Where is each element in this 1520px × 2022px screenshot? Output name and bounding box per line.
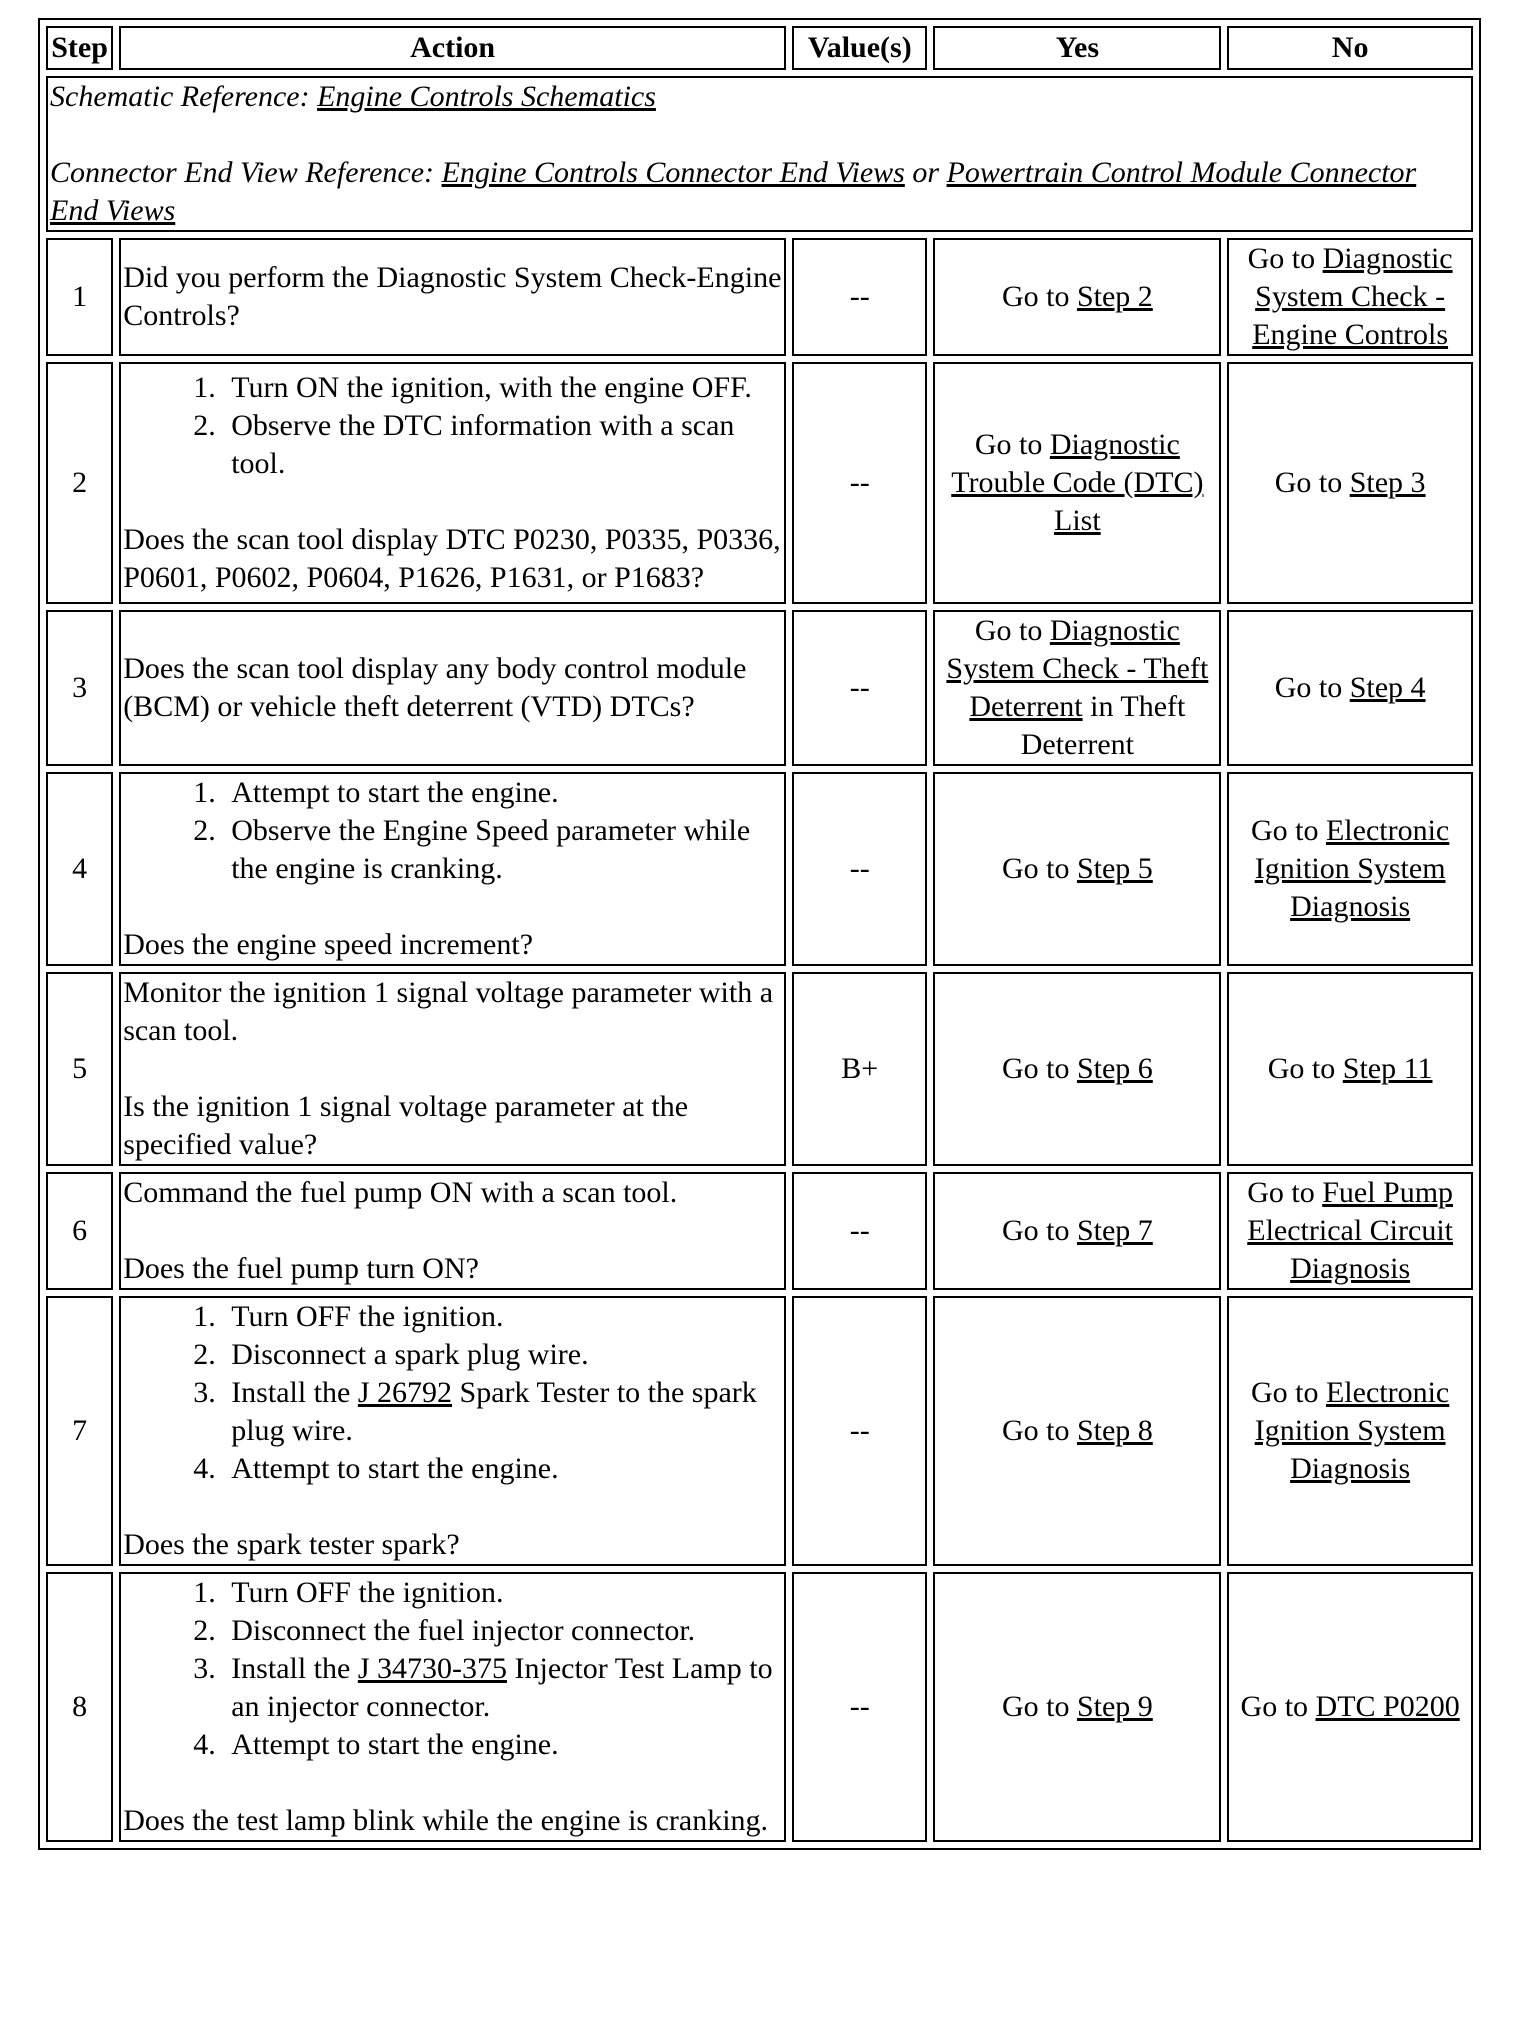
list-item: 2. Observe the Engine Speed parameter while the engine is cranking. [223,812,782,888]
engine-controls-connector-views-link[interactable]: Engine Controls Connector End Views [441,156,905,189]
step-number: 1 [46,238,113,356]
go-to-text: Go to [1274,671,1343,704]
list-item: 2. Disconnect a spark plug wire. [223,1336,782,1374]
yes-link[interactable]: Step 8 [1076,1414,1153,1447]
no-link[interactable]: DTC P0200 [1315,1690,1460,1723]
header-step: Step [46,26,113,70]
no-link[interactable]: Step 3 [1349,466,1426,499]
list-item: 2. Disconnect the fuel injector connector. [223,1612,782,1650]
list-item-text: Spark Tester to the spark plug wire. [231,1376,757,1447]
list-item: 4. Attempt to start the engine. [223,1726,782,1764]
yes-suffix: in Theft Deterrent [1020,690,1186,761]
action-text: Monitor the ignition 1 signal voltage parameter with a scan tool. [123,976,774,1047]
value-cell: -- [792,1572,927,1842]
list-item: 1. Attempt to start the engine. [223,774,782,812]
go-to-text: Go to [1001,1414,1070,1447]
list-item-text: Injector Test Lamp to an injector connector. [231,1652,773,1723]
yes-cell [933,1172,1221,1290]
reference-cell [46,76,1473,232]
diagnostic-table [38,18,1481,1850]
action-cell [119,610,786,766]
yes-link[interactable]: Diagnostic System Check - Theft Deterrent [946,614,1209,723]
yes-cell [933,1572,1221,1842]
no-link[interactable]: Electronic Ignition System Diagnosis [1254,1376,1450,1485]
value-cell: -- [792,238,927,356]
pcm-connector-views-link[interactable]: Powertrain Control Module Connector End Views [50,156,1417,227]
table-row [46,1172,1473,1290]
table-row [46,1296,1473,1566]
go-to-text: Go to [1001,1214,1070,1247]
table-row [46,238,1473,356]
action-question: Does the engine speed increment? [123,928,534,961]
injector-test-lamp-link[interactable]: J 34730-375 [357,1652,507,1685]
list-item-text: Install the [231,1652,351,1685]
action-cell [119,1572,786,1842]
go-to-text: Go to [1247,1176,1315,1209]
action-list [123,369,782,483]
go-to-text: Go to [1001,852,1070,885]
yes-link[interactable]: Step 7 [1076,1214,1153,1247]
no-cell [1227,1572,1473,1842]
list-item [223,1650,782,1726]
table-row [46,972,1473,1166]
value-cell: -- [792,610,927,766]
table-row [46,362,1473,604]
no-cell [1227,772,1473,966]
header-action: Action [119,26,786,70]
go-to-text: Go to [1001,1690,1070,1723]
action-question: Does the fuel pump turn ON? [123,1252,479,1285]
value-cell: B+ [792,972,927,1166]
yes-link[interactable]: Step 6 [1076,1052,1153,1085]
action-list [123,1298,782,1488]
go-to-text: Go to [1001,280,1070,313]
no-link[interactable]: Step 11 [1342,1052,1433,1085]
go-to-text: Go to [1267,1052,1336,1085]
step-number: 6 [46,1172,113,1290]
action-text: Command the fuel pump ON with a scan tool. [123,1176,678,1209]
action-text: Did you perform the Diagnostic System Check-Engine Controls? [123,261,782,332]
step-number: 7 [46,1296,113,1566]
header-yes: Yes [933,26,1221,70]
list-item: 1. Turn OFF the ignition. [223,1574,782,1612]
spark-tester-link[interactable]: J 26792 [357,1376,453,1409]
go-to-text: Go to [1240,1690,1309,1723]
list-item: 4. Attempt to start the engine. [223,1450,782,1488]
yes-cell [933,238,1221,356]
no-cell [1227,972,1473,1166]
no-cell [1227,610,1473,766]
no-cell [1227,362,1473,604]
yes-cell [933,772,1221,966]
table-row [46,772,1473,966]
action-question: Does the test lamp blink while the engine is cranking. [123,1804,769,1837]
action-question: Is the ignition 1 signal voltage parameter at the specified value? [123,1090,689,1161]
go-to-text: Go to [1274,466,1343,499]
no-link[interactable]: Fuel Pump Electrical Circuit Diagnosis [1247,1176,1454,1285]
step-number: 5 [46,972,113,1166]
no-link[interactable]: Electronic Ignition System Diagnosis [1254,814,1450,923]
action-cell [119,1296,786,1566]
yes-link[interactable]: Step 5 [1076,852,1153,885]
go-to-text: Go to [1250,1376,1319,1409]
or-text: or [912,156,940,189]
action-cell [119,362,786,604]
table-row [46,1572,1473,1842]
yes-cell [933,1296,1221,1566]
no-cell [1227,1296,1473,1566]
go-to-text: Go to [1001,1052,1070,1085]
action-cell [119,238,786,356]
action-cell [119,972,786,1166]
header-values: Value(s) [792,26,927,70]
action-cell [119,1172,786,1290]
action-cell [119,772,786,966]
list-item: 1. Turn OFF the ignition. [223,1298,782,1336]
engine-controls-schematics-link[interactable]: Engine Controls Schematics [317,80,656,113]
reference-row [46,76,1473,232]
value-cell: -- [792,362,927,604]
no-link[interactable]: Diagnostic System Check - Engine Controls [1252,242,1453,351]
table-row [46,610,1473,766]
action-text: Does the scan tool display any body control module (BCM) or vehicle theft deterrent (VTD) DTCs? [123,652,747,723]
step-number: 8 [46,1572,113,1842]
step-number: 3 [46,610,113,766]
header-row [46,26,1473,70]
go-to-text: Go to [1247,242,1316,275]
yes-cell [933,610,1221,766]
list-item [223,1374,782,1450]
schematic-reference-label: Schematic Reference: [50,80,310,113]
action-list [123,774,782,888]
diagnostic-document [38,18,1481,1850]
no-cell [1227,238,1473,356]
header-no: No [1227,26,1473,70]
list-item-text: Install the [231,1376,351,1409]
list-item: 1. Turn ON the ignition, with the engine OFF. [223,369,782,407]
value-cell: -- [792,1172,927,1290]
yes-link[interactable]: Step 9 [1076,1690,1153,1723]
action-list [123,1574,782,1764]
yes-link[interactable]: Step 2 [1076,280,1153,313]
action-question: Does the spark tester spark? [123,1528,460,1561]
yes-cell [933,972,1221,1166]
go-to-text: Go to [974,614,1043,647]
value-cell: -- [792,772,927,966]
step-number: 4 [46,772,113,966]
go-to-text: Go to [974,428,1043,461]
action-question: Does the scan tool display DTC P0230, P0335, P0336, P0601, P0602, P0604, P1626, P1631, or P1683? [123,523,781,594]
yes-cell [933,362,1221,604]
list-item: 2. Observe the DTC information with a scan tool. [223,407,782,483]
value-cell: -- [792,1296,927,1566]
step-number: 2 [46,362,113,604]
no-link[interactable]: Step 4 [1349,671,1426,704]
connector-reference-label: Connector End View Reference: [50,156,435,189]
go-to-text: Go to [1250,814,1319,847]
no-cell [1227,1172,1473,1290]
yes-link[interactable]: Diagnostic Trouble Code (DTC) List [951,428,1204,537]
